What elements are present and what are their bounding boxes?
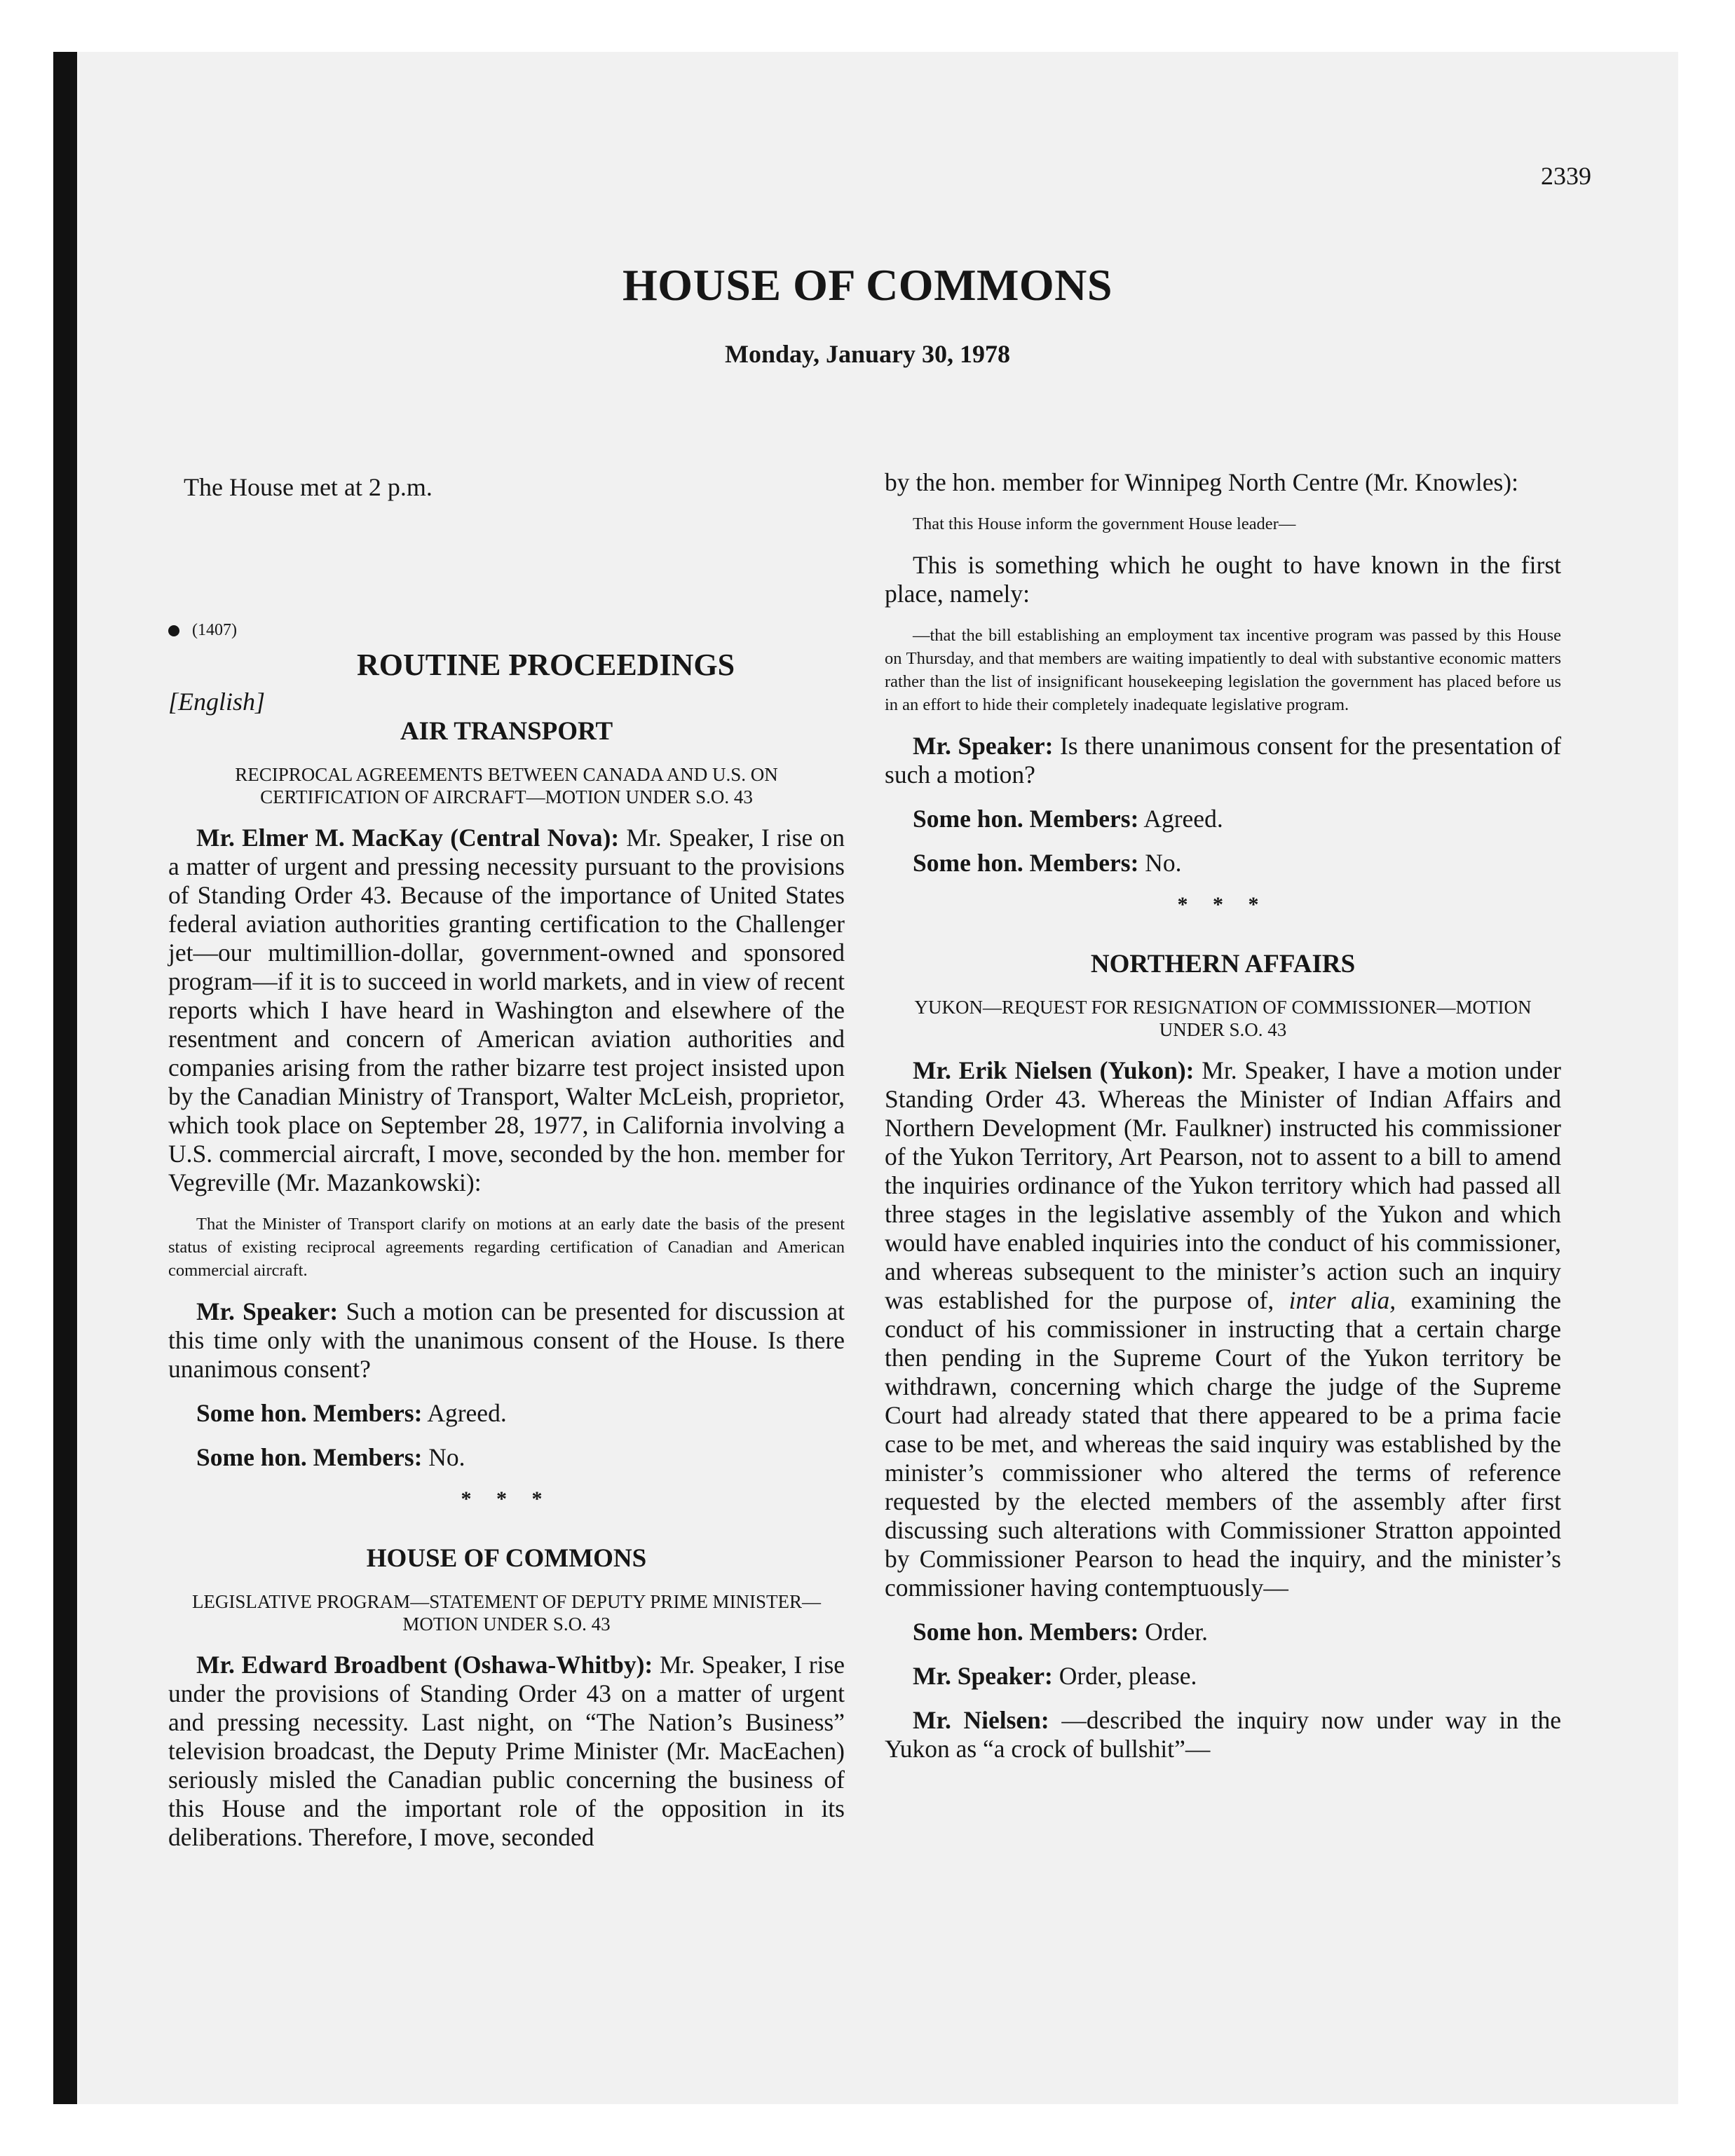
speaker-name: Mr. Nielsen: — [913, 1706, 1049, 1734]
section-title: ROUTINE PROCEEDINGS — [356, 648, 735, 682]
heading-air-transport: AIR TRANSPORT — [400, 717, 613, 746]
speaker-name: Some hon. Members: — [196, 1443, 423, 1471]
motion-quote: That this House inform the government House leader— — [913, 514, 1296, 533]
speech-text: No. — [1145, 849, 1182, 877]
speech-text: Is there unanimous consent for the presentation of such a motion? — [885, 732, 1562, 789]
speech-paragraph — [168, 1399, 845, 1428]
speech-paragraph: by the hon. member for Winnipeg North Centre (Mr. Knowles): — [885, 468, 1518, 496]
speech-paragraph — [168, 1651, 845, 1852]
speech-paragraph — [885, 1618, 1561, 1646]
speech-text: Agreed. — [427, 1399, 507, 1427]
motion-quote: That the Minister of Transport clarify on motions at an early date the basis of the present status of existing reciprocal agreements regarding certification of Canadian and American commercial aircraft. — [168, 1215, 845, 1280]
opening-line: The House met at 2 p.m. — [184, 473, 433, 501]
heading-house-of-commons: HOUSE OF COMMONS — [366, 1544, 647, 1573]
sitting-date: Monday, January 30, 1978 — [724, 340, 1011, 368]
speaker-name: Some hon. Members: — [913, 849, 1139, 877]
speech-paragraph — [885, 805, 1561, 833]
speaker-name: Mr. Elmer M. MacKay (Central Nova): — [196, 824, 620, 852]
speech-text: Mr. Speaker, I have a motion under Standing Order 43. Whereas the Minister of Indian Affairs and Northern Development (Mr. Faulkner) instructed his commissioner of the Yukon Territory, Art Pearson, not to assent to a bill to amend the inquiries ordinance of the Yukon territory which had passed all three stages in the legislative assembly of the Yukon and which would have enabled inquiries into the conduct of his commissioner, and whereas subsequent to the minister’s action such an inquiry was established for the purpose of, — [885, 1056, 1562, 1314]
heading-northern-affairs: NORTHERN AFFAIRS — [1090, 950, 1356, 978]
section-separator: * * * — [461, 1487, 552, 1510]
left-column — [168, 468, 845, 1867]
page-number: 2339 — [1541, 162, 1591, 190]
speech-text: Order, please. — [1059, 1662, 1197, 1690]
speech-paragraph — [168, 1443, 845, 1472]
subheading-legislative-program: LEGISLATIVE PROGRAM—STATEMENT OF DEPUTY PRIME MINISTER—MOTION UNDER S.O. 43 — [191, 1591, 822, 1635]
subheading-yukon-commissioner: YUKON—REQUEST FOR RESIGNATION OF COMMISSIONER—MOTION UNDER S.O. 43 — [914, 997, 1532, 1040]
motion-quote: —that the bill establishing an employment tax incentive program was passed by this House on Thursday, and that members are waiting impatiently to deal with substantive economic matters rather than the list of insignificant housekeeping legislation the government has placed before us in an effort to hide their completely inadequate legislative program. — [885, 626, 1561, 714]
subheading-reciprocal-agreements: RECIPROCAL AGREEMENTS BETWEEN CANADA AND U.S. ON CERTIFICATION OF AIRCRAFT—MOTION UNDER S.O. 43 — [235, 764, 778, 807]
speaker-name: Some hon. Members: — [913, 1618, 1139, 1646]
speech-paragraph — [885, 732, 1561, 789]
time-marker — [168, 621, 845, 640]
speech-text: Order. — [1145, 1618, 1209, 1646]
bullet-icon — [168, 625, 179, 636]
time-marker-label: (1407) — [192, 621, 237, 639]
speech-paragraph — [885, 1706, 1561, 1763]
speech-paragraph — [885, 849, 1561, 878]
speech-paragraph — [168, 824, 845, 1197]
speech-text: —described the inquiry now under way in the Yukon as “a crock of bullshit”— — [885, 1706, 1562, 1763]
right-column — [885, 468, 1561, 1779]
speaker-name: Mr. Speaker: — [196, 1297, 339, 1325]
speech-text: examining the conduct of his commissioner in instructing that a certain charge then pending in the Supreme Court of the Yukon territory be withdrawn, concerning which charge the judge of the Supreme Court had already stated that there appeared to be a prima facie case to be met, and whereas the said inquiry was established by the minister’s commissioner who altered the terms of reference requested by the elected members of the assembly after first discussing such alterations with Commissioner Stratton appointed by Commissioner Pearson to head the inquiry, and the minister’s commissioner having contemptuously— — [885, 1286, 1561, 1602]
speech-paragraph: This is something which he ought to have known in the first place, namely: — [885, 551, 1561, 608]
speaker-name: Some hon. Members: — [196, 1399, 423, 1427]
latin-phrase: inter alia, — [1288, 1286, 1396, 1314]
speech-paragraph — [885, 1056, 1561, 1602]
speech-text: Agreed. — [1143, 805, 1223, 833]
speech-paragraph — [168, 1297, 845, 1384]
speech-paragraph — [885, 1662, 1561, 1691]
language-note: [English] — [168, 688, 266, 716]
speaker-name: Mr. Edward Broadbent (Oshawa-Whitby): — [196, 1651, 653, 1679]
speech-text: Mr. Speaker, I rise under the provisions of Standing Order 43 on a matter of urgent and pressing necessity. Last night, on “The Nation’s Business” television broadcast, the Deputy Prime Minister (Mr. MacEachen) seriously misled the Canadian public concerning the business of this House and the important role of the opposition in its deliberations. Therefore, I move, seconded — [168, 1651, 845, 1851]
speaker-name: Some hon. Members: — [913, 805, 1139, 833]
speaker-name: Mr. Speaker: — [913, 1662, 1053, 1690]
speaker-name: Mr. Speaker: — [913, 732, 1054, 760]
speech-text: Such a motion can be presented for discussion at this time only with the unanimous consent of the House. Is there unanimous consent? — [168, 1297, 845, 1383]
page-title: HOUSE OF COMMONS — [622, 260, 1113, 310]
section-separator: * * * — [1177, 893, 1269, 916]
speech-text: Mr. Speaker, I rise on a matter of urgent and pressing necessity pursuant to the provisions of Standing Order 43. Because of the importance of United States federal aviation authorities granting certification to the Challenger jet—our multimillion-dollar, government-owned and sponsored program—if it is to succeed in world markets, and in view of recent reports which I have heard in Washington and elsewhere of the resentment and concern of American aviation authorities and companies arising from the rather bizarre test project insisted upon by the Canadian Ministry of Transport, Walter McLeish, proprietor, which took place on September 28, 1977, in California involving a U.S. commercial aircraft, I move, seconded by the hon. member for Vegreville (Mr. Mazankowski): — [168, 824, 845, 1196]
speaker-name: Mr. Erik Nielsen (Yukon): — [913, 1056, 1195, 1084]
speech-text: No. — [428, 1443, 465, 1471]
